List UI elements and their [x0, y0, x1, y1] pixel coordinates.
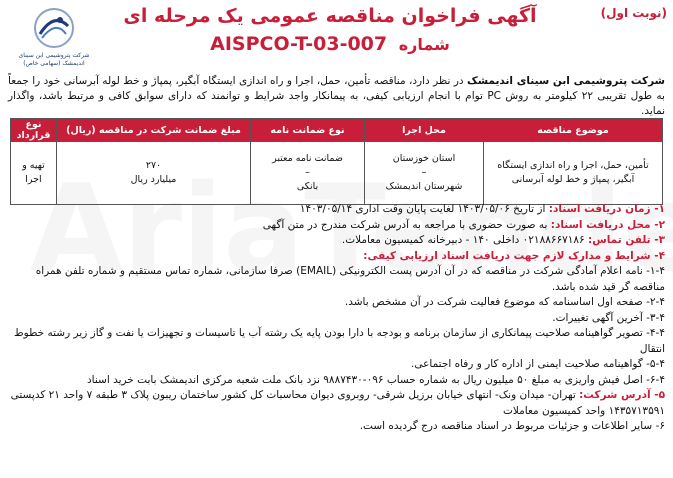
guarantee-separator: – [305, 167, 310, 178]
tender-number-label: شماره [398, 35, 450, 54]
col-subject: موضوع مناقصه [484, 119, 663, 142]
logo-icon [30, 6, 78, 50]
table-row [11, 142, 663, 205]
intro-text: در نظر دارد، مناقصه تأمین، حمل، اجرا و راه اندازی ایستگاه آبگیر، پمپاژ و خط لوله آبرسانی خود را جمعاً به طول تقریبی ۲۲ کیلومتر به روش PC توام با انجام ارزیابی کیفی، به پیمانکار واجد شرایط و توانمند که دارای سوابق کافی و مرتبط باشد، واگذار نماید. [8, 75, 665, 117]
location-province: استان خوزستان [392, 153, 456, 164]
info-address [8, 388, 665, 419]
amount-unit: میلیارد ریال [130, 174, 177, 185]
info-doc-place-label: ۲- محل دریافت اسناد: [550, 218, 665, 231]
info-doc-place [8, 218, 665, 234]
cell-guarantee-amount [57, 142, 251, 205]
company-logo [8, 6, 100, 68]
guarantee-line-2: بانکی [296, 181, 319, 192]
req-4-4: ۴-۴- تصویر گواهینامه صلاحیت پیمانکاری از سازمان برنامه و بودجه با دارا بودن پایه یک رشته آب یا تاسیسات و تجهیزات یا نفت و گاز زیر رشته خطوط انتقال [13, 327, 665, 355]
info-requirements-heading: ۴- شرایط و مدارک لازم جهت دریافت اسناد ارزیابی کیفی: [363, 249, 665, 262]
col-guarantee-amount: مبلغ ضمانت شرکت در مناقصه (ریال) [57, 119, 251, 142]
cell-subject: تأمین، حمل، اجرا و راه اندازی ایستگاه آبگیر، پمپاژ و خط لوله آبرسانی [484, 142, 663, 205]
logo-company-name: شرکت پتروشیمی ابن سینای اندیمشک (سهامی خاص) [18, 52, 90, 67]
req-4-2: ۲-۴- صفحه اول اساسنامه که موضوع فعالیت شرکت در آن مشخص باشد. [344, 296, 665, 308]
info-address-text: تهران- میدان ونک- انتهای خیابان برزیل شرقی- روبروی دیوان محاسبات کل کشور ساختمان ریبون پلاک ۳ طبقه ۷ واحد ۲۱ کدپستی ۱۴۳۵۷۱۳۵۹۱ واحد کمیسیون معاملات [10, 389, 665, 417]
table-header-row [11, 119, 663, 142]
col-location: محل اجرا [365, 119, 484, 142]
tender-table [10, 118, 663, 205]
tender-number [110, 32, 550, 57]
info-doc-date [8, 202, 665, 218]
intro-paragraph [8, 74, 665, 119]
amount-value: ۲۷۰ [145, 160, 162, 171]
req-4-5: ۵-۴- گواهینامه صلاحیت ایمنی از اداره کار و رفاه اجتماعی. [411, 358, 665, 370]
req-4-3: ۳-۴- آخرین آگهی تغییرات. [552, 311, 665, 324]
col-guarantee-type: نوع ضمانت نامه [251, 119, 365, 142]
info-doc-date-text: از تاریخ ۱۴۰۳/۰۵/۰۶ لغایت پایان وقت اداری ۱۴۰۳/۰۵/۱۴ [299, 203, 549, 215]
tender-code: AISPCO-T-03-007 [210, 33, 388, 55]
req-4-6: ۶-۴- اصل فیش واریزی به مبلغ ۵۰ میلیون ریال به شماره حساب ۰۹۶-۹۸۸۷۴۳۰ نزد بانک ملت شعبه مرکزی اندیمشک بابت خرید اسناد [86, 373, 665, 386]
info-doc-date-label: ۱- زمان دریافت اسناد: [548, 203, 665, 215]
req-4-1: ۱-۴- نامه اعلام آمادگی شرکت در مناقصه که در آن آدرس پست الکترونیکی (EMAIL) صرفا سازمانی، شماره تماس مستقیم و شماره تلفن همراه مناقصه گر قید شده باشد. [35, 265, 665, 293]
info-phone [8, 233, 665, 249]
cell-location [365, 142, 484, 205]
info-phone-label: ۳- تلفن تماس: [588, 234, 665, 246]
header [0, 0, 673, 70]
location-city: شهرستان اندیمشک [385, 181, 463, 192]
title-block [110, 2, 550, 57]
col-contract-type: نوع قرارداد [11, 119, 57, 142]
cell-contract-type: تهیه و اجرا [11, 142, 57, 205]
page-title: آگهی فراخوان مناقصه عمومی یک مرحله ای [123, 5, 537, 27]
info-section [8, 202, 665, 435]
guarantee-line-1: ضمانت نامه معتبر [272, 153, 343, 164]
info-other: ۶- سایر اطلاعات و جزئیات مربوط در اسناد مناقصه درج گردیده است. [359, 420, 665, 432]
notice-round-badge: (نوبت اول) [600, 6, 667, 20]
cell-guarantee-type [251, 142, 365, 205]
info-doc-place-text: به صورت حضوری با مراجعه به آدرس شرکت مندرج در متن آگهی [262, 218, 551, 231]
intro-company: شرکت پتروشیمی ابن سینای اندیمشک [466, 75, 665, 87]
info-phone-text: ۰۲۱۸۸۶۶۷۱۸۶ داخلی ۱۴۰ - دبیرخانه کمیسیون معاملات. [341, 234, 589, 246]
location-separator: – [421, 167, 427, 178]
info-address-label: ۵- آدرس شرکت: [579, 389, 665, 401]
